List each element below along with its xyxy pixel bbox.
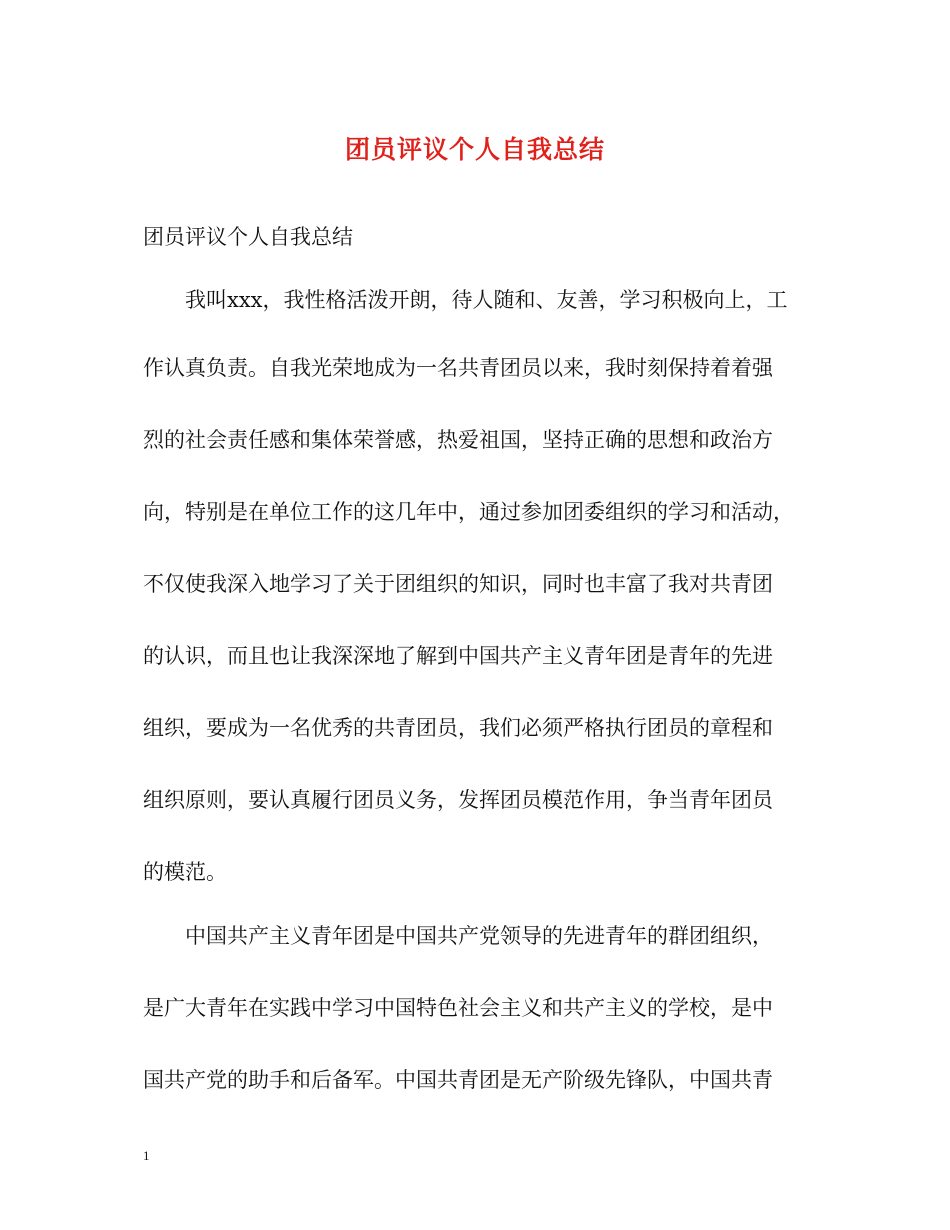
paragraph-line: 作认真负责。自我光荣地成为一名共青团员以来，我时刻保持着着强	[143, 356, 773, 380]
document-title: 团员评议个人自我总结	[344, 135, 605, 164]
paragraph-line: 组织，要成为一名优秀的共青团员，我们必须严格执行团员的章程和	[143, 716, 773, 740]
paragraph-line: 组织原则，要认真履行团员义务，发挥团员模范作用，争当青年团员	[143, 788, 773, 812]
paragraph-line: 国共产党的助手和后备军。中国共青团是无产阶级先锋队，中国共青	[143, 1068, 773, 1092]
paragraph-line: 的模范。	[143, 860, 227, 884]
paragraph-line: 烈的社会责任感和集体荣誉感，热爱祖国，坚持正确的思想和政治方	[143, 428, 773, 452]
paragraph-line: 是广大青年在实践中学习中国特色社会主义和共产主义的学校，是中	[143, 996, 773, 1020]
paragraph-line: 的认识，而且也让我深深地了解到中国共产主义青年团是青年的先进	[143, 644, 773, 668]
page-number: 1	[143, 1148, 150, 1163]
document-subtitle: 团员评议个人自我总结	[143, 225, 353, 249]
paragraph-line: 不仅使我深入地学习了关于团组织的知识，同时也丰富了我对共青团	[143, 572, 773, 596]
paragraph-line: 中国共产主义青年团是中国共产党领导的先进青年的群团组织，	[185, 924, 773, 948]
paragraph-line: 向，特别是在单位工作的这几年中，通过参加团委组织的学习和活动，	[143, 500, 794, 524]
paragraph-line: 我叫xxx，我性格活泼开朗，待人随和、友善，学习积极向上，工	[185, 288, 788, 312]
